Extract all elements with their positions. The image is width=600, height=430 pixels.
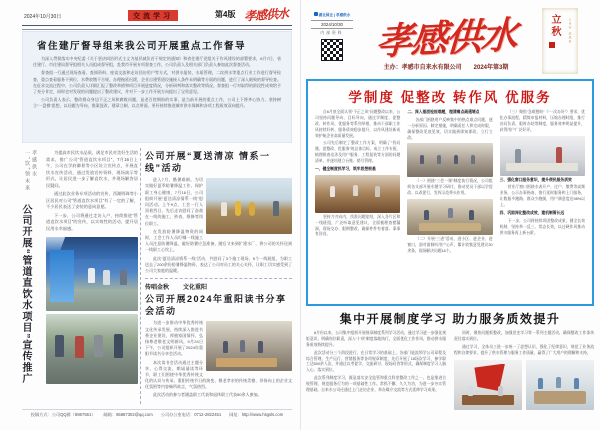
edition-number: 第4版 [215, 10, 236, 19]
main-article-col2 [407, 110, 492, 257]
section-heading: 四、巩固深化整改成效，建机制管长远 [499, 210, 565, 215]
study-article-title: 集中开展制度学习 助力服务质效提升 [339, 312, 561, 326]
brand-motto-vertical: 孝感供水 一“饮”领未来 [24, 150, 37, 193]
promo-banner [50, 250, 74, 302]
photo-figure [75, 336, 84, 358]
photo-figure [55, 335, 64, 357]
red-seal [549, 42, 555, 48]
masthead-publisher-line [340, 62, 552, 71]
article-divider-dashed [145, 278, 292, 279]
wechat-account-label [309, 12, 355, 18]
pipeline-article-body [46, 150, 138, 234]
page-fold-divider [300, 0, 301, 430]
paragraph: 公司负责人表示，整改群众身边不正之风和腐败问题，是老百姓期盼的实事，是当前开展的重点工作，公司上下将齐心协力、坚持树立“一盘棋”思想，以问题为导向，推案促改、建章立制、以点带面，更好持续推进城市供水保障和各项工程质效双向提升。 [33, 97, 281, 109]
masthead-date: 2024/10/30 [311, 20, 353, 29]
main-article-col3 [500, 110, 585, 257]
meeting-table [216, 358, 276, 367]
paragraph: 在发放防暑降温物资的同时，工会工作人员叮嘱一线施工人员注意防暑降温，做好防暑应急准备，随后又来到扩建水厂，将公司的关怀送到一线职工心坎上。 [145, 228, 292, 253]
paragraph: 通过此次业务专项活动的宣传，西湖明珠等小区居民对公司“管道直饮水项目”有了一定的了解，不少居民表达了安装的意向意愿。 [46, 191, 138, 209]
paragraph: （三）聚焦“急难愁盼”（“一次办好”）要求，优化办事流程，精简申报材料，压缩办理时限，推行首问负责、限时办结等制度，服务效率明显提升，获得用户广泛好评。 [499, 110, 585, 132]
photo-figure [574, 378, 579, 389]
issue-date: 2024年10月30日 [24, 14, 62, 20]
left-page-right-column [145, 148, 292, 401]
paragraph: 同时，聚焦问题抓整改，加强党史学习等一系列主题活动，确保整改工作条块责任落实到位。 [454, 331, 594, 341]
photo-figure [240, 340, 245, 352]
meeting-table [534, 391, 586, 404]
paragraph: 下一步，公司将通过走访入户、持续推进“管道直饮水项目”的宣传，以实效性的活动，提升居民用水幸福感。 [46, 212, 138, 231]
reading-article-title: 公司开展2024年重阳读书分享会活动 [145, 294, 287, 317]
masthead-logo-small: 孝感供水 [243, 6, 289, 24]
photo-discussion-table [407, 199, 492, 235]
solar-term-label: 立秋 [549, 14, 560, 38]
paragraph: 下一步，公司将持续巩固整改成果，健全长效机制，坚持举一反三、常态长效，以过硬作风推动供水服务再上新台阶。 [499, 218, 585, 235]
publisher-label: 主办：孝感市自来水有限公司 [383, 65, 462, 71]
pipeline-article [46, 150, 138, 384]
kicker-label: 文化重阳 [183, 285, 208, 292]
paragraph: 营业厅窗口围绕水表开户、过户、缴费等高频业务，公示办事指南，推行延时服务和上门服务，让数据多跑路、群众少跑腿，用户满意度达98%以上。 [499, 185, 585, 207]
study-article-col-left [306, 331, 446, 410]
photo-figure [556, 377, 561, 388]
meeting-table [419, 223, 480, 231]
paragraph: 自6月底全面认领“不正之风”问题整改以来，公司坚持问题导向、目标导向，通过学制度、促整改、转作风、优服务等系列举措，推动干部职工作风持续好转、服务质效稳步提升，以作风建设新成效护航企业高质量发展。 [315, 110, 401, 138]
paragraph: 坚持刀刃向内，找准问题症结，深入各片区和一线班组，广泛听取意见建议，全面梳理查摆漏洞，现场交办、限期整改，确保件件有着落、事事有回音。 [315, 214, 401, 237]
paragraph: 督查组一行通过现场查看、查阅资料、座谈交流和走访回访用户等方式，对供水报装、水质管理、二次供水等重点行业工作进行督导检查，重点查看服务不到位、水费收缴不合规、办理拖延迟缓、企业自建管道设施接入条件未明确等方面的问题，进行了深入细致的督导检查。在征求交流过程中，公司负责人详细汇报了整改举措和项目开展进度情况，分析研判和落实整改等情况。督查组一行对取得的阶段性成效给予了充分肯定，同时也对发现的问题提出了整改建议，并对下一步工作开展方向提出了宝贵意见。 [33, 70, 281, 94]
qr-code [321, 39, 343, 61]
wechat-icon [314, 12, 318, 16]
lead-article-body [33, 56, 281, 110]
photo-figure [249, 202, 255, 216]
photo-meeting-warm [315, 175, 400, 213]
footer-submit-info: 投稿方式：公司QQ群（8867561） [30, 412, 96, 417]
kicker-label: 传唱金秋 [145, 285, 170, 292]
paragraph: 为提高市民饮水品质，满足市民对美好生活的需求，推广公司“管道直饮水项目”，7月16日上午，公司在学府御景等小区设立宣传点，开展直饮水宣传活动，通过发放宣传资料、现场演示等形式，让居民进一步了解直饮水，并现场解答居民疑问。 [46, 150, 138, 188]
main-article-col1 [315, 110, 400, 257]
photo-promo-tent [46, 237, 138, 311]
column-divider-dashed [140, 148, 141, 404]
header-rule [22, 25, 292, 30]
photo-figure [258, 341, 263, 353]
paragraph: 为进一步推动中华优秀传统文化传承发展，持续深入推进书香企业建设，厚植家国情怀，弘扬尊老敬老文明新风，9月24日下午，公司组织开展了2024年重阳节读书分享会活动。 [145, 320, 203, 357]
photo-figure [221, 202, 227, 216]
photo-figure [420, 155, 424, 164]
footer-website: 网址：http://www.hsgsls.com [229, 412, 284, 417]
page-footer [22, 409, 292, 418]
issue-number: 2024年第3期 [473, 65, 509, 71]
study-article-columns [306, 331, 594, 410]
photo-service-counter [500, 136, 585, 176]
cooling-article-body [145, 177, 292, 274]
pipeline-article-title-vertical: 公司开展“管道直饮水项目”宣传推广 [20, 204, 31, 385]
paragraph: 此次“夏送清凉情系一线”活动，共慰问了3个施工现场、5个一线班组，为职工送去了200余份防暑降温物资，表达了公司对员工的关心关怀，让职工切实感受到了公司大家庭的温暖。 [145, 255, 292, 273]
photo-figure [223, 341, 228, 353]
paragraph: 8月份以来，公司集中组织开展规章制度系列学习活动，通过学习进一步强化规矩意识、明确岗位职责，深入“十项”制度落地执行，全面优化工作作风，推动供水服务质效持续提升。 [306, 331, 446, 347]
photo-figure [448, 208, 453, 218]
main-article-box [306, 79, 594, 306]
photo-figure [103, 270, 110, 285]
lead-article-title: 省住建厅督导组来我公司开展重点工作督导 [37, 41, 247, 52]
internal-material-label: 内部资料 [320, 31, 344, 35]
photo-worksite-visit [206, 178, 292, 234]
footer-phone: 公司办公室电话：0712-2822451 [160, 412, 222, 417]
photo-reading-meeting [206, 321, 292, 371]
photo-figure [556, 147, 562, 163]
photo-figure [468, 386, 473, 396]
photo-conference-rows [407, 143, 492, 177]
photo-figure [330, 186, 335, 197]
study-article [306, 310, 594, 410]
paragraph: 各部门围绕用户反映集中的热点难点问题，逐一分析原因、制定措施，明确责任人和完成时限，确保整改见底见效，切实做到即知即改、立行立改。 [407, 117, 493, 140]
paragraph: 此次系列制度学习，既是落实安全监管和重点科室整改工作之一，也是推进合规管理、规范服务行为的一项基础性工作。常抓不懈、久久为功，为进一步夯实管理基础，自来水公司还通过上门走访企业、举办媒介交流等方式延伸学习成果。 [306, 376, 446, 392]
section-heading: 二、深入基层检视难题，理清痛点疏通堵点 [407, 110, 480, 114]
section-badge: 交流学习 [128, 10, 178, 21]
photo-figure [94, 335, 103, 357]
service-desk [506, 163, 578, 171]
account-text: 湖北国企 | 孝感供水 [318, 13, 351, 17]
photo-figure [273, 201, 279, 216]
photo-figure [120, 270, 127, 285]
paragraph: 本次读书会活动通过主题分享、心得交流、朗诵诵读等环节，职工们围绕中华优秀传统文化的认识与传承、重阳传统节日的演变、敬老孝亲的传统美德、昂扬向上的企业文化氛围等内容畅所欲言，气氛热烈。 [145, 359, 292, 390]
lead-article [22, 31, 292, 143]
reading-article-kicker [145, 282, 292, 291]
paragraph: 此次活动的参与者涵盖职工代表和退休职工代表50余人参加。 [153, 392, 262, 398]
photo-figure [375, 186, 380, 197]
study-photos-row [454, 360, 594, 410]
cooling-article-title: 公司开展“夏送清凉 情系一线”活动 [145, 151, 271, 174]
photo-figure [538, 378, 543, 389]
photo-figure [469, 210, 474, 220]
seasonal-card-liqiu [542, 8, 578, 74]
photo-figure [454, 155, 458, 164]
paragraph: 此次活动分三个阶段进行，在日常学习的基础上，各部门轮流领学公司章程及综合管理、生产运行、营销服务等各项规章制度，先后开展了16场次学习，参学职工达500余人次，并通过以考促学、交流研讨、现场问答等形式，确保制度学习入脑入心、落实到位。 [306, 350, 446, 373]
paragraph: 通过学习，全体员工进一步统一了思想认识，强化了纪律意识，规范了业务流程和自律要求，提升了供水管理与服务工作质量，赢得了广大用户的理解和支持。 [454, 344, 594, 355]
seasonal-caption: 七月节 凉风至 [568, 18, 572, 44]
study-article-col-right [454, 331, 594, 410]
photo-figure [515, 149, 521, 163]
footer-email: 邮箱：65887302@qq.com [103, 412, 153, 417]
photo-figure [498, 386, 503, 396]
paragraph: （二）开展“三进”活动，进小区、进企业、进窗口，面对面倾听用户心声，累计收集意见建议30余条，现场解决问题16个。 [407, 237, 493, 253]
main-article-title: 学制度 促整改 转作风 优服务 [348, 90, 552, 105]
masthead-logo-large: 孝感供水 [374, 12, 517, 64]
masthead-info-block [309, 12, 355, 61]
main-article-columns [315, 110, 585, 257]
photo-figure [353, 185, 358, 196]
paragraph: （一）围绕“三会一课”制度执行情况，公司组织各支部开展专题学习研讨，推动党员干部以学促改、以改促行，发挥示范带头作用。 [407, 179, 493, 196]
photo-figure [114, 334, 123, 358]
photo-figure [471, 155, 475, 164]
photo-figure [424, 210, 429, 220]
photo-figure [437, 155, 441, 164]
reading-article-body [145, 320, 292, 398]
photo-training-room [526, 360, 594, 410]
photo-street-outreach [46, 314, 138, 384]
meeting-table [462, 395, 514, 405]
photo-figure [88, 268, 95, 283]
photo-meeting-flag-mural [454, 360, 522, 410]
section-heading: 一、健全制度抓学习，筑牢思想根基 [315, 166, 376, 171]
photo-figure [235, 201, 241, 216]
paragraph: 为深入贯彻落实中央纪委《关于坚决纠治形式主义为基层减负若干规定的通知》和省住建厅党组关于作风建设的部署要求，6月7日，省住建厅、市住建局督导组相关人员组成督导组，赴我市开展专项督查工作，公司负责人及相关部门负责人参加此次督查活动。 [33, 56, 281, 68]
paragraph: 公司先后制定了整改工作方案，明确了“找问题、促整改、优服务”的总体目标，成立工作专班，梳理排查出涉及用户服务、工程报装等方面的问题清单，并逐项建立台账、销号管理。 [315, 141, 401, 163]
section-heading: 三、强化窗口服务意识，提升便民服务质效 [499, 177, 572, 182]
paragraph: 进入7月，酷暑难耐。为切实做好夏季防暑降温工作，保护职工身心健康，7月16日，公司组织开展“夏送清凉情系一线”慰问活动。上午9点，工会一行人顶着烈日，先后走访慰问了奋战在一线的施工、抄表、维修等岗位职工。 [145, 177, 203, 226]
